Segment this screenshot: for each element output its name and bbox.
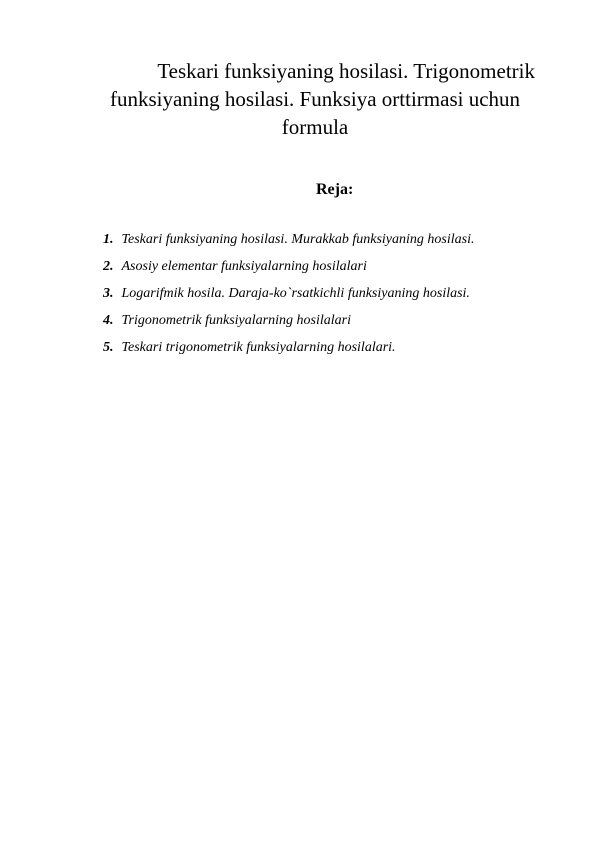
title-line: funksiyaning hosilasi. Funksiya orttirmasi uchun	[109, 87, 521, 111]
plan-item	[103, 257, 474, 284]
plan-heading: Reja:	[316, 181, 354, 198]
plan-item-number: 1.	[103, 232, 114, 247]
plan-item	[103, 338, 474, 365]
plan-item-number: 3.	[103, 286, 114, 301]
title-line: formula	[281, 115, 349, 139]
plan-item-number: 4.	[103, 313, 114, 328]
plan-item-number: 5.	[103, 340, 114, 355]
plan-item-text: Trigonometrik funksiyalarning hosilalari	[121, 313, 351, 328]
plan-item-text: Asosiy elementar funksiyalarning hosilalari	[121, 259, 367, 274]
plan-list	[103, 230, 474, 365]
plan-item-text: Teskari funksiyaning hosilasi. Murakkab funksiyaning hosilasi.	[121, 232, 475, 247]
plan-item-text: Teskari trigonometrik funksiyalarning hosilalari.	[121, 340, 396, 355]
plan-item-number: 2.	[103, 259, 114, 274]
plan-item	[103, 284, 474, 311]
title-line: Teskari funksiyaning hosilasi. Trigonometrik	[157, 59, 535, 83]
plan-item	[103, 311, 474, 338]
document-title	[95, 57, 535, 141]
plan-item	[103, 230, 474, 257]
plan-item-text: Logarifmik hosila. Daraja-ko`rsatkichli funksiyaning hosilasi.	[121, 286, 470, 301]
